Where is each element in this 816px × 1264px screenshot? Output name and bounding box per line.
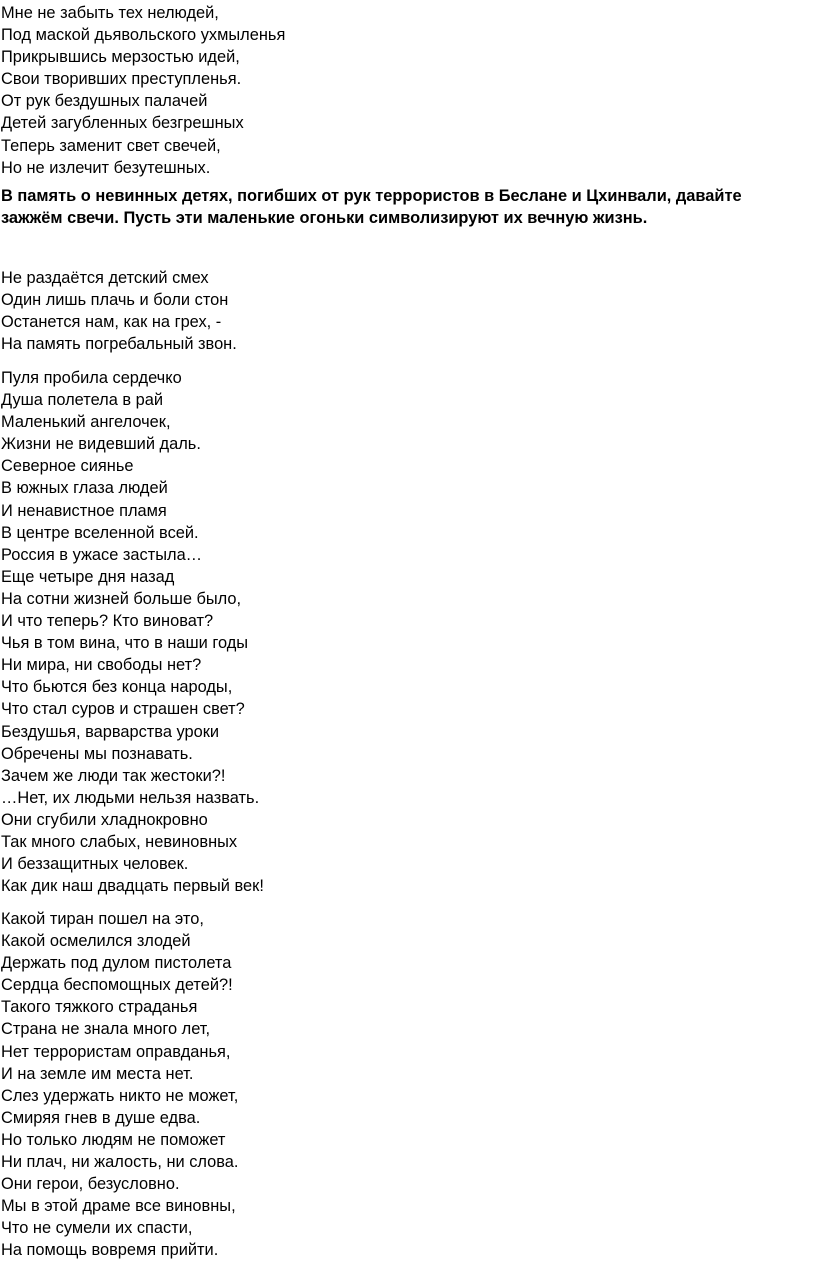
- poem-line: Сердца беспомощных детей?!: [1, 976, 233, 995]
- poem-line: И ненавистное пламя: [1, 501, 167, 520]
- poem-line: Но только людям не поможет: [1, 1130, 226, 1149]
- poem-line: Они герои, безусловно.: [1, 1175, 180, 1194]
- poem-line: И на земле им места нет.: [1, 1064, 194, 1083]
- poem-line: Теперь заменит свет свечей,: [1, 136, 221, 155]
- poem-line: Как дик наш двадцать первый век!: [1, 877, 264, 896]
- poem-line: …Нет, их людьми нельзя назвать.: [1, 788, 260, 807]
- poem-stanza-2: [0, 267, 237, 355]
- poem-line: Какой тиран пошел на это,: [1, 910, 204, 928]
- poem-line: Ни плач, ни жалость, ни слова.: [1, 1153, 239, 1172]
- poem-line: На помощь вовремя прийти.: [1, 1241, 219, 1260]
- poem-line: Страна не знала много лет,: [1, 1020, 211, 1039]
- poem-line: Россия в ужасе застыла…: [1, 545, 203, 564]
- poem-line: Детей загубленных безгрешных: [1, 114, 244, 133]
- poem-line: И что теперь? Кто виноват?: [1, 612, 214, 631]
- poem-line: Под маской дьявольского ухмыленья: [1, 26, 286, 45]
- poem-line: Мне не забыть тех нелюдей,: [1, 4, 219, 22]
- poem-line: Ни мира, ни свободы нет?: [1, 656, 202, 675]
- poem-line: Свои творивших преступленья.: [1, 70, 242, 89]
- poem-line: На сотни жизней больше было,: [1, 589, 242, 608]
- poem-line: Слез удержать никто не может,: [1, 1086, 239, 1105]
- poem-line: Бездушья, варварства уроки: [1, 722, 220, 741]
- poem-line: Смиряя гнев в душе едва.: [1, 1108, 201, 1127]
- poem-line: Один лишь плачь и боли стон: [1, 291, 229, 310]
- poem-line: Держать под дулом пистолета: [1, 954, 232, 973]
- poem-line: Но не излечит безутешных.: [1, 158, 211, 177]
- poem-stanza-1: [0, 2, 285, 179]
- poem-line: Что стал суров и страшен свет?: [1, 700, 245, 719]
- poem-line: В центре вселенной всей.: [1, 523, 199, 542]
- poem-line: Они сгубили хладнокровно: [1, 810, 208, 829]
- poem-line: Чья в том вина, что в наши годы: [1, 634, 249, 653]
- poem-line: Обречены мы познавать.: [1, 744, 193, 763]
- poem-line: От рук бездушных палачей: [1, 92, 208, 111]
- poem-line: И беззащитных человек.: [1, 855, 189, 874]
- poem-line: Что бьются без конца народы,: [1, 678, 233, 697]
- poem-line: Так много слабых, невиновных: [1, 832, 238, 851]
- poem-line: Маленький ангелочек,: [1, 413, 171, 432]
- poem-line: Жизни не видевший даль.: [1, 435, 201, 454]
- poem-line: Зачем же люди так жестоки?!: [1, 766, 226, 785]
- poem-line: Еще четыре дня назад: [1, 567, 175, 586]
- poem-stanza-3: [0, 367, 264, 897]
- poem-line: Мы в этой драме все виновны,: [1, 1197, 236, 1216]
- poem-line: В южных глаза людей: [1, 479, 168, 498]
- poem-line: Пуля пробила сердечко: [1, 369, 182, 387]
- poem-line: На память погребальный звон.: [1, 335, 237, 354]
- poem-line: Такого тяжкого страданья: [1, 998, 198, 1017]
- poem-stanza-4: [0, 908, 238, 1262]
- poem-line: Что не сумели их спасти,: [1, 1219, 193, 1238]
- poem-line: Нет террористам оправданья,: [1, 1042, 231, 1061]
- poem-line: Какой осмелился злодей: [1, 932, 191, 951]
- poem-line: Не раздаётся детский смех: [1, 269, 209, 287]
- poem-line: Останется нам, как на грех, -: [1, 313, 222, 332]
- poem-line: Прикрывшись мерзостью идей,: [1, 48, 240, 67]
- poem-line: Северное сиянье: [1, 457, 134, 476]
- poem-line: Душа полетела в рай: [1, 391, 164, 410]
- dedication-paragraph: В память о невинных детях, погибших от рук террористов в Беслане и Цхинвали, давайте зажжём свечи. Пусть эти маленькие огоньки символизируют их вечную жизнь.: [1, 187, 742, 228]
